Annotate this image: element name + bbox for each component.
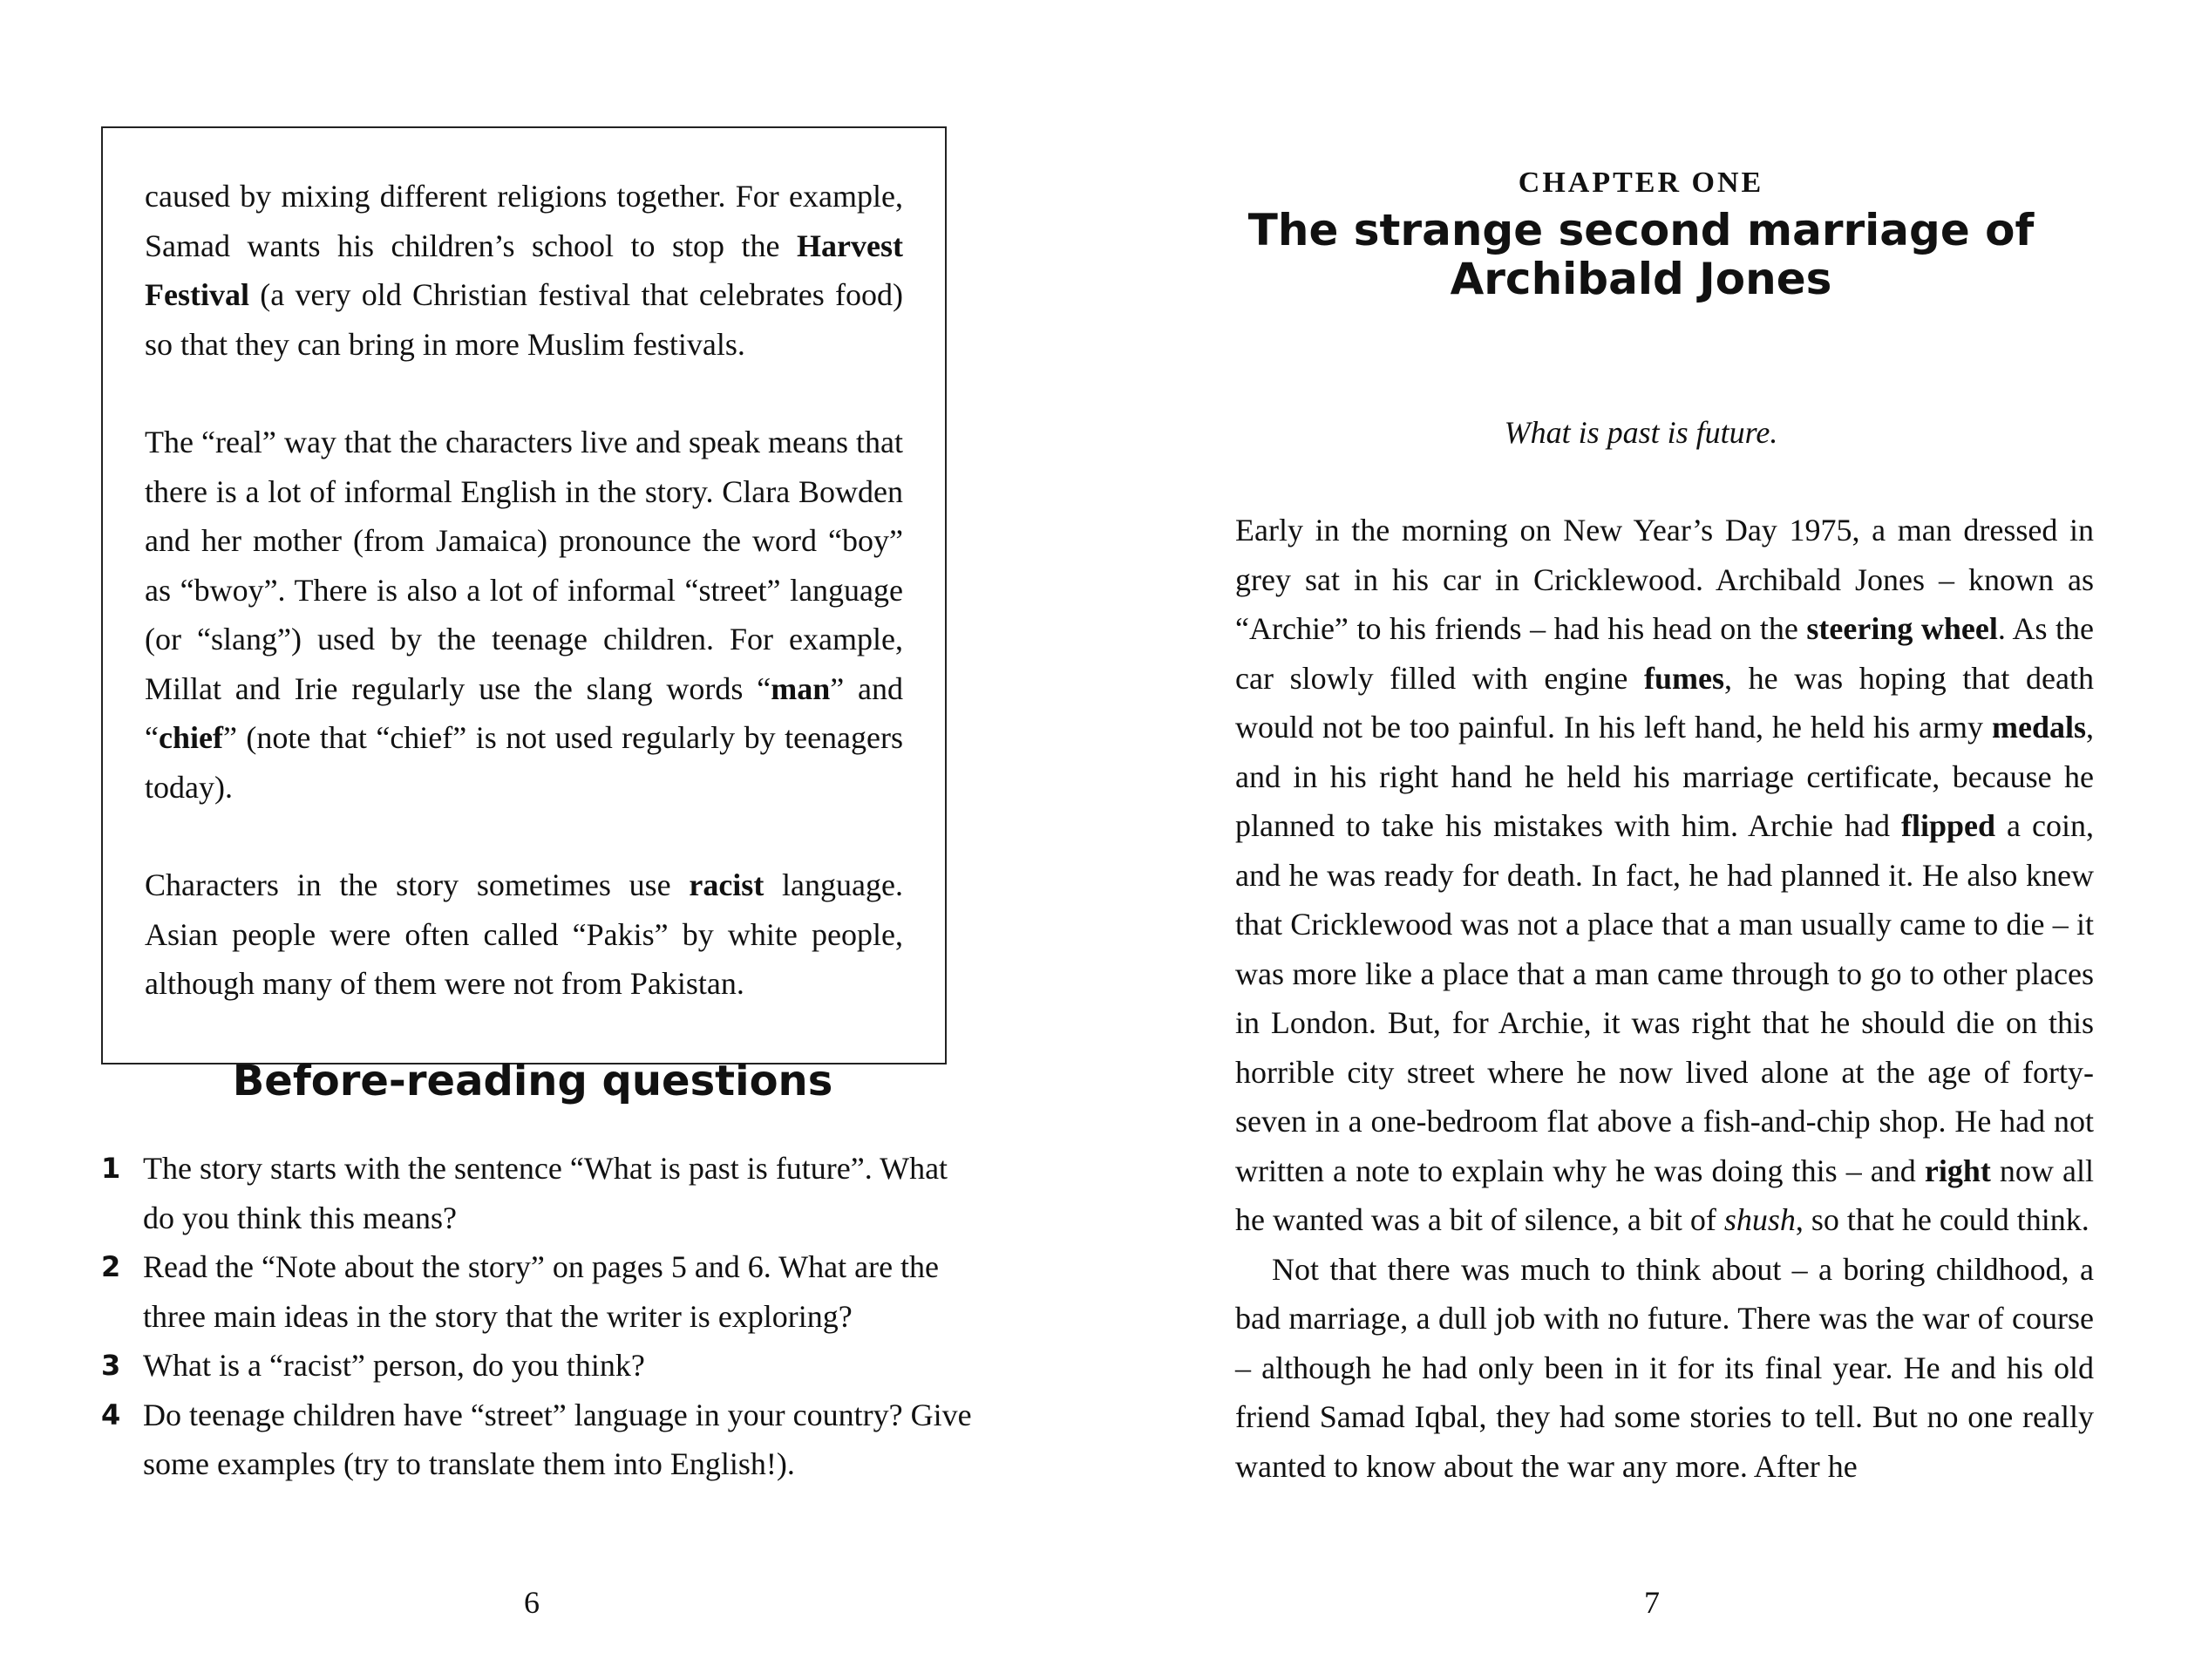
glossary-term: fumes xyxy=(1643,660,1724,696)
text-run: ” and “ xyxy=(145,670,903,755)
chapter-label: CHAPTER ONE xyxy=(1518,167,1764,199)
before-reading-heading: Before-reading questions xyxy=(232,1057,833,1105)
page-number-left: 6 xyxy=(524,1585,540,1620)
note-box xyxy=(101,126,947,1064)
question-number: 4 xyxy=(101,1398,121,1432)
text-run: Early in the morning on New Year’s Day 1975, a man dressed in grey sat in his car in Cricklewood. Archibald Jones – known as “Archie” to his friends – had his head on the xyxy=(1235,513,2094,646)
glossary-term: chief xyxy=(158,720,223,755)
text-run: (a very old Christian festival that celebrates food) so that they can bring in more Muslim festivals. xyxy=(145,277,903,362)
question-text: The story starts with the sentence “What is past is future”. What do you think this means? xyxy=(143,1151,948,1235)
text-run: The “real” way that the characters live and speak means that there is a lot of informal English in the story. Clara Bowden and her mother (from Jamaica) pronounce the word “boy” as “bwoy”. There is also a lot of informal “street” language (or “slang”) used by the teenage children. For example, Millat and Irie regularly use the slang words “ xyxy=(145,425,903,706)
text-run: . As the car slowly filled with engine xyxy=(1235,611,2095,696)
text-run: , he was hoping that death would not be too painful. In his left hand, he held his army xyxy=(1235,660,2094,745)
glossary-term: flipped xyxy=(1900,808,1996,843)
text-run: ” (note that “chief” is not used regularly by teenagers today). xyxy=(145,720,903,805)
text-run: a coin, and he was ready for death. In fact, he had planned it. He also knew that Cricklewood was not a place that a man usually came to die – it was more like a place that a man came through to go to other places in London. But, for Archie, it was right that he should die on this horrible city street where he now lived alone at the age of forty-seven in a one-bedroom flat above a fish-and-chip shop. He had not written a note to explain why he was doing this – and xyxy=(1235,808,2094,1188)
epigraph: What is past is future. xyxy=(1504,415,1778,450)
text-run: , and in his right hand he held his marriage certificate, because he planned to take his mistakes with him. Archie had xyxy=(1235,710,2094,843)
text-run: language. Asian people were often called “Pakis” by white people, although many of them were not from Pakistan. xyxy=(145,867,903,1001)
page-number-right: 7 xyxy=(1644,1585,1660,1620)
note-paragraph-2 xyxy=(145,418,903,812)
glossary-term: medals xyxy=(1992,710,2086,745)
body-paragraph-2: Not that there was much to think about – a boring childhood, a bad marriage, a dull job with no future. There was the war of course – although he had only been in it for its final year. He and his old friend Samad Iqbal, they had some stories to tell. But no one really wanted to know about the war any more. After he xyxy=(1235,1251,2094,1484)
text-run: , so that he could think. xyxy=(1795,1202,2089,1237)
question-item xyxy=(101,1144,973,1242)
question-number: 2 xyxy=(101,1250,121,1283)
question-text: Do teenage children have “street” language in your country? Give some examples (try to translate them into English!). xyxy=(143,1397,972,1481)
text-run: caused by mixing different religions together. For example, Samad wants his children’s school to stop the xyxy=(145,179,903,263)
question-item xyxy=(101,1341,973,1391)
body-paragraph-1 xyxy=(1235,506,2094,1245)
right-page xyxy=(1094,0,2188,1680)
note-paragraph-3 xyxy=(145,860,903,1009)
question-text: What is a “racist” person, do you think? xyxy=(143,1348,645,1383)
chapter-body xyxy=(1235,506,2094,1491)
question-item xyxy=(101,1242,973,1341)
text-run: Characters in the story sometimes use xyxy=(145,867,690,902)
chapter-title-line-2: Archibald Jones xyxy=(1450,254,1832,304)
glossary-term: Harvest Festival xyxy=(145,228,903,312)
glossary-term: right xyxy=(1924,1153,1991,1188)
italic-word: shush xyxy=(1723,1202,1796,1237)
chapter-title-line-1: The strange second marriage of xyxy=(1247,205,2035,255)
question-number: 3 xyxy=(101,1349,121,1382)
question-list xyxy=(101,1144,973,1489)
glossary-term: steering wheel xyxy=(1806,611,1998,646)
question-item xyxy=(101,1391,973,1489)
question-text: Read the “Note about the story” on pages 5 and 6. What are the three main ideas in the story that the writer is exploring? xyxy=(143,1249,940,1334)
note-paragraph-1 xyxy=(145,172,903,369)
question-number: 1 xyxy=(101,1152,121,1185)
glossary-term: man xyxy=(771,670,831,706)
text-run: now all he wanted was a bit of silence, a bit of xyxy=(1235,1153,2094,1237)
chapter-title xyxy=(1094,206,2188,303)
glossary-term: racist xyxy=(689,867,764,902)
